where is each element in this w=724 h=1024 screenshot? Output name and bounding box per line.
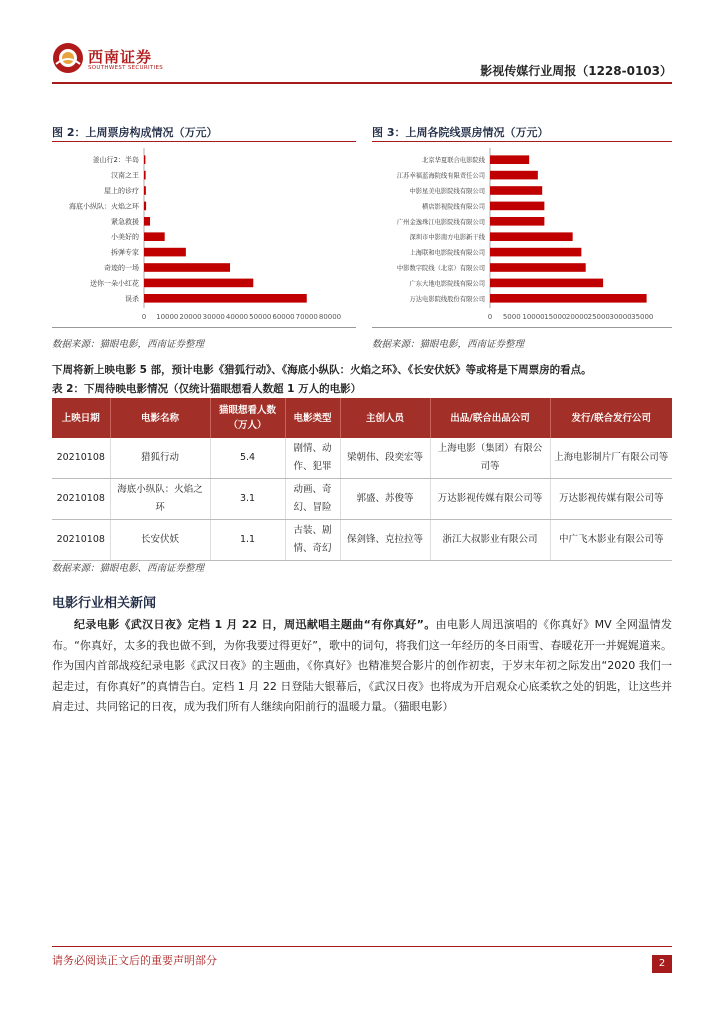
bar — [490, 279, 603, 288]
cell-title: 长安伏妖 — [110, 520, 210, 561]
tick-label: 5000 — [502, 313, 521, 321]
col-producer: 出品/联合出品公司 — [430, 398, 550, 438]
cell-producer: 万达影视传媒有限公司等 — [430, 479, 550, 520]
tick-label: 20000 — [179, 313, 202, 321]
footer-rule — [52, 946, 672, 947]
table2-caption: 表 2：下周待映电影情况（仅统计猫眼想看人数超 1 万人的电影） — [52, 383, 362, 395]
logo-text: 西南证券 — [88, 48, 153, 66]
bar — [490, 202, 544, 211]
category-label: 江苏幸福蓝海院线有限责任公司 — [396, 172, 485, 180]
cell-producer: 上海电影（集团）有限公司等 — [430, 438, 550, 479]
bar — [490, 186, 542, 195]
tick-label: 15000 — [544, 313, 567, 321]
bar — [144, 217, 150, 226]
col-cast: 主创人员 — [340, 398, 430, 438]
category-label: 小美好的 — [111, 233, 139, 242]
tick-label: 0 — [487, 313, 493, 321]
tick-label: 70000 — [295, 313, 318, 321]
page-number: 2 — [652, 955, 672, 973]
bar — [144, 232, 165, 241]
cell-want-count: 5.4 — [210, 438, 285, 479]
cell-title: 海底小纵队：火焰之环 — [110, 479, 210, 520]
tick-label: 35000 — [631, 313, 654, 321]
category-label: 北京华夏联合电影院线 — [422, 157, 485, 165]
company-logo — [52, 40, 192, 80]
category-label: 深圳市中影南方电影新干线 — [409, 234, 485, 242]
col-want-to-see: 猫眼想看人数（万人） — [210, 398, 285, 438]
category-label: 屋上的诊疗 — [104, 187, 139, 195]
category-label: 拆弹专家 — [111, 248, 139, 257]
category-label: 横店影视院线有限公司 — [422, 203, 485, 211]
tick-label: 30000 — [202, 313, 225, 321]
logo-subtext: SOUTHWEST SECURITIES — [88, 65, 164, 71]
bar — [490, 263, 586, 272]
cell-cast: 郭盛、苏俊等 — [340, 479, 430, 520]
table-row — [52, 438, 672, 479]
tick-label: 50000 — [249, 313, 272, 321]
col-movie-name: 电影名称 — [110, 398, 210, 438]
bar — [144, 186, 146, 195]
cell-distributor: 万达影视传媒有限公司等 — [550, 479, 672, 520]
table-row — [52, 520, 672, 561]
tick-label: 10000 — [156, 313, 179, 321]
tick-label: 60000 — [272, 313, 295, 321]
figure2-bottom-rule — [52, 327, 356, 328]
bar — [490, 217, 544, 226]
bar — [144, 171, 146, 180]
cell-producer: 浙江大叔影业有限公司 — [430, 520, 550, 561]
category-label: 送你一朵小红花 — [90, 279, 139, 288]
tick-label: 20000 — [565, 313, 589, 321]
cell-date: 20210108 — [52, 479, 110, 520]
tick-label: 10000 — [522, 313, 545, 321]
bar — [490, 171, 538, 180]
bar — [144, 294, 307, 303]
figure3-bar-chart — [372, 143, 672, 325]
cell-date: 20210108 — [52, 520, 110, 561]
bar — [144, 202, 146, 211]
category-label: 釜山行2：半岛 — [92, 156, 139, 165]
bar — [490, 232, 573, 241]
cell-genre: 剧情、动作、犯罪 — [285, 438, 340, 479]
cell-want-count: 3.1 — [210, 479, 285, 520]
category-label: 汉南之王 — [111, 171, 139, 180]
bar — [144, 248, 186, 257]
figure3-source: 数据来源：猫眼电影，西南证券整理 — [372, 339, 525, 350]
table-row — [52, 479, 672, 520]
category-label: 中影星美电影院线有限公司 — [409, 188, 485, 195]
figure2-rule — [52, 141, 356, 142]
cell-distributor: 中广飞木影业有限公司等 — [550, 520, 672, 561]
category-label: 上海联和电影院线有限公司 — [409, 249, 485, 257]
figure3-rule — [372, 141, 672, 142]
category-label: 中影数字院线（北京）有限公司 — [396, 265, 485, 272]
footer-disclaimer: 请务必阅读正文后的重要声明部分 — [52, 954, 217, 967]
cell-title: 猎狐行动 — [110, 438, 210, 479]
bar — [144, 279, 253, 288]
upcoming-intro: 下周将新上映电影 5 部，预计电影《猎狐行动》、《海底小纵队：火焰之环》、《长安伏妖》等或将是下周票房的看点。 — [52, 364, 592, 376]
bar — [144, 155, 145, 164]
cell-genre: 古装、剧情、奇幻 — [285, 520, 340, 561]
category-label: 万达电影院线股份有限公司 — [409, 295, 485, 303]
news-paragraph — [52, 615, 672, 718]
table2-source: 数据来源：猫眼电影、西南证券整理 — [52, 563, 205, 574]
page-header — [52, 40, 672, 84]
figure3-caption: 图 3：上周各院线票房情况（万元） — [372, 126, 549, 139]
cell-cast: 梁朝伟、段奕宏等 — [340, 438, 430, 479]
news-lead: 纪录电影《武汉日夜》定档 1 月 22 日，周迅献唱主题曲“有你真好”。 — [74, 618, 436, 631]
col-release-date: 上映日期 — [52, 398, 110, 438]
tick-label: 40000 — [225, 313, 249, 321]
bar — [490, 248, 581, 257]
tick-label: 0 — [141, 313, 147, 321]
bar — [144, 263, 230, 272]
figure3-bottom-rule — [372, 327, 672, 328]
news-heading: 电影行业相关新闻 — [52, 596, 157, 611]
category-label: 误杀 — [125, 294, 139, 303]
category-label: 奇迹的一场 — [104, 264, 139, 272]
col-genre: 电影类型 — [285, 398, 340, 438]
tick-label: 25000 — [587, 313, 610, 321]
cell-date: 20210108 — [52, 438, 110, 479]
bar — [490, 155, 529, 164]
cell-cast: 保剑锋、克拉拉等 — [340, 520, 430, 561]
cell-want-count: 1.1 — [210, 520, 285, 561]
report-title: 影视传媒行业周报（1228-0103） — [480, 64, 672, 78]
bar — [490, 294, 647, 303]
category-label: 海底小纵队：火焰之环 — [69, 202, 139, 211]
cell-genre: 动画、奇幻、冒险 — [285, 479, 340, 520]
category-label: 广东大地电影院线有限公司 — [409, 280, 485, 288]
figure2-bar-chart — [52, 143, 356, 325]
figure2-caption: 图 2：上周票房构成情况（万元） — [52, 126, 218, 139]
category-label: 紧急救援 — [111, 217, 139, 226]
logo-emblem-icon — [52, 42, 84, 74]
col-distributor: 发行/联合发行公司 — [550, 398, 672, 438]
table-header-row — [52, 398, 672, 438]
news-body: 由电影人周迅演唱的《你真好》MV 全网温情发布。“你真好，太多的我也做不到，为你我要过得更好”，歌中的词句，将我们这一年经历的冬日雨雪、春暖花开一并娓娓道来。作为国内首部战疫纪录电影《武汉日夜》的主题曲，《你真好》也精准契合影片的创作初衷，于岁末年初之际发出“2020 我们一起走过，有你真好”的真情告白。定档 1 月 22 日登陆大银幕后，《武汉日夜》也将成为开启观众心底柔软之处的钥匙，让这些并肩走过、共同铭记的日夜，成为我们所有人继续向阳前行的温暖力量。（猫眼电影） — [52, 618, 672, 713]
figure2-source: 数据来源：猫眼电影，西南证券整理 — [52, 339, 205, 350]
tick-label: 80000 — [318, 313, 342, 321]
cell-distributor: 上海电影制片厂有限公司等 — [550, 438, 672, 479]
category-label: 广州金逸珠江电影院线有限公司 — [396, 218, 485, 226]
tick-label: 30000 — [609, 313, 632, 321]
upcoming-movies-table — [52, 398, 672, 561]
